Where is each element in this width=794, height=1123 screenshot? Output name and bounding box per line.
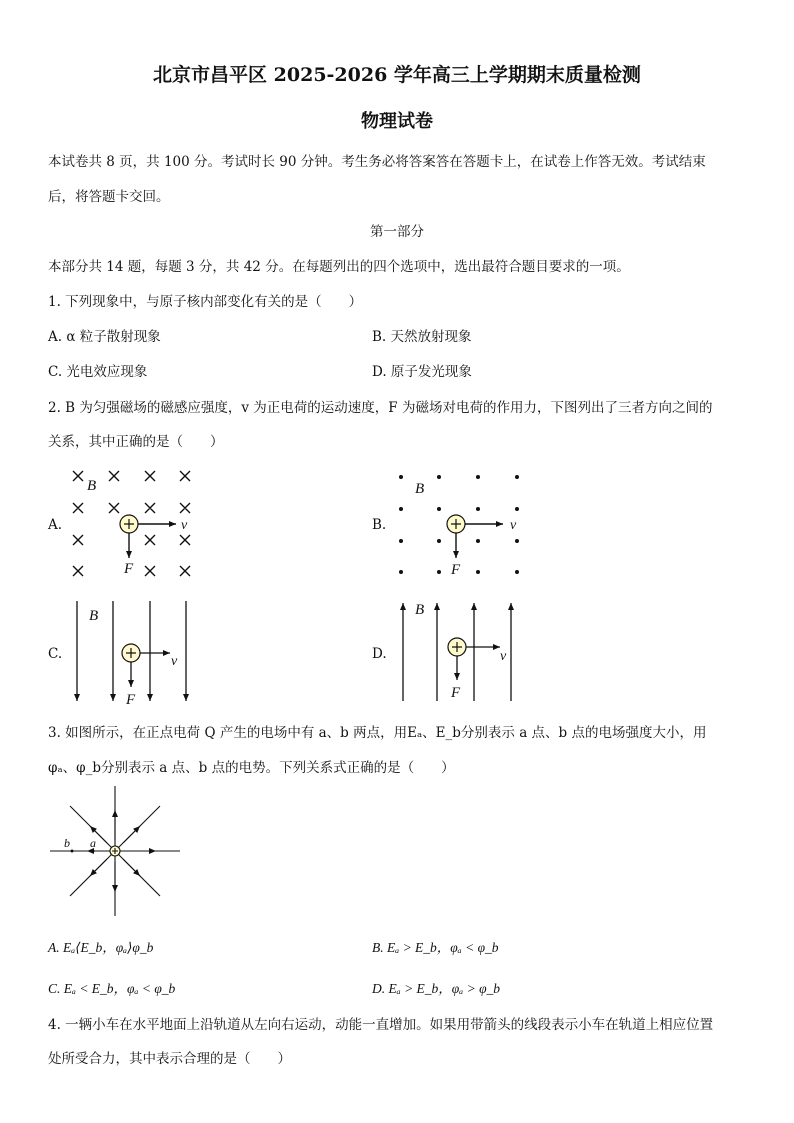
section-instructions: 本部分共 14 题，每题 3 分，共 42 分。在每题列出的四个选项中，选出最符合题目要求的一项。 [48,259,630,275]
q1-option-a: A. α 粒子散射现象 [48,329,161,345]
q2d-F-label: F [451,685,461,701]
q2d-B-label: B [415,602,425,618]
q3-option-d: D. Eₐ > E_b，φₐ > φ_b [372,981,501,996]
q2-option-b-label: B. [372,517,387,533]
q1-option-d: D. 原子发光现象 [372,364,472,380]
q2b-F-label: F [451,562,461,578]
q2-option-c-label: C. [48,646,63,662]
q2c-F-label: F [126,692,136,708]
q3-option-a: A. Eₐ⟨E_b，φₐ⟩φ_b [48,940,154,955]
q2c-B-label: B [89,608,99,624]
q3-option-b: B. Eₐ > E_b，φₐ < φ_b [372,940,499,955]
q3-stem-line-2: φₐ、φ_b分别表示 a 点、b 点的电势。下列关系式正确的是（ ） [48,760,455,776]
q2a-v-label: v [181,518,188,533]
exam-title: 北京市昌平区 2025-2026 学年高三上学期期末质量检测 [153,64,641,86]
q2-stem-line-2: 关系，其中正确的是（ ） [48,434,224,450]
exam-subtitle: 物理试卷 [361,111,433,132]
q2a-F-label: F [124,561,134,577]
q1-option-c: C. 光电效应现象 [48,364,148,380]
q3-field-figure [50,786,180,916]
section-heading: 第一部分 [370,224,424,240]
q3-label-b: b [64,836,70,850]
q3-option-c: C. Eₐ < E_b，φₐ < φ_b [48,981,176,996]
intro-line-2: 后，将答题卡交回。 [48,189,170,205]
q3-label-a: a [90,836,96,850]
q2-option-d-label: D. [372,646,387,662]
point-b [71,850,74,853]
q2d-v-label: v [500,649,507,664]
q1-stem: 1. 下列现象中，与原子核内部变化有关的是（ ） [48,294,363,310]
q2c-v-label: v [171,654,178,669]
q2a-B-label: B [87,478,97,494]
q2b-B-label: B [415,481,425,497]
intro-line-1: 本试卷共 8 页，共 100 分。考试时长 90 分钟。考生务必将答案答在答题卡上，在试卷上作答无效。考试结束 [48,154,706,170]
q4-stem-line-2: 处所受合力，其中表示合理的是（ ） [48,1051,291,1067]
q4-stem-line-1: 4. 一辆小车在水平地面上沿轨道从左向右运动，动能一直增加。如果用带箭头的线段表示小车在轨道上相应位置 [48,1017,714,1033]
q3-stem-line-1: 3. 如图所示，在正点电荷 Q 产生的电场中有 a、b 两点，用Eₐ、E_b分别表示 a 点、b 点的电场强度大小，用 [48,725,707,741]
q1-option-b: B. 天然放射现象 [372,329,472,345]
q2b-v-label: v [510,518,517,533]
q2-option-a-label: A. [48,517,63,533]
q2-stem-line-1: 2. B 为匀强磁场的磁感应强度，v 为正电荷的运动速度，F 为磁场对电荷的作用力，下图列出了三者方向之间的 [48,400,713,416]
